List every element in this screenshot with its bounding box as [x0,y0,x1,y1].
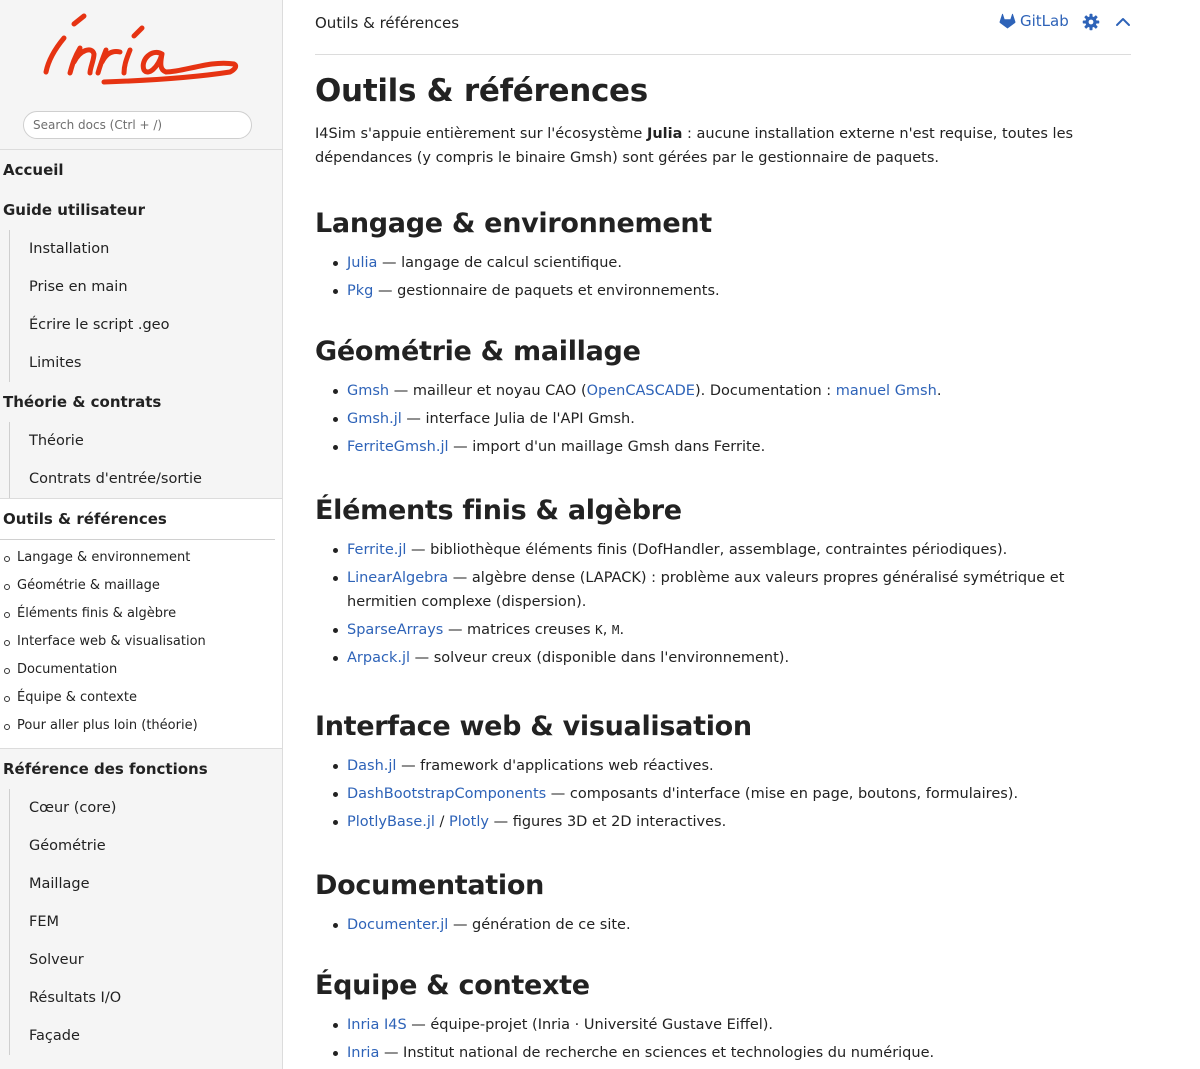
section-interface-web-visualisation [315,709,1133,834]
content-sections [315,206,1133,1065]
gear-icon[interactable] [1082,13,1100,31]
section-documentation [315,868,1133,937]
inline-code: K [595,622,603,637]
link-gmsh-jl[interactable]: Gmsh.jl [347,411,402,427]
sidebar-item-fem[interactable]: FEM [9,903,282,941]
toc-item-documentation[interactable]: Documentation [0,656,283,684]
sidebar [0,0,283,1069]
section-list [315,251,1133,303]
link-dash-jl[interactable]: Dash.jl [347,758,397,774]
section-list [315,379,1133,459]
gitlab-label: GitLab [1020,12,1069,30]
section-list [315,538,1133,670]
sidebar-item-installation[interactable]: Installation [9,230,282,268]
toc-item-equipe[interactable]: Équipe & contexte [0,684,283,712]
sidebar-nav [0,149,282,1055]
list-item-text: — figures 3D et 2D interactives. [488,814,727,830]
section-list [315,1013,1133,1065]
chevron-up-icon[interactable] [1114,13,1132,31]
toc-item-aller-plus-loin[interactable]: Pour aller plus loin (théorie) [0,712,283,740]
list-item [315,435,1133,459]
inria-logo[interactable] [34,10,244,90]
list-item-text: — Institut national de recherche en sciences et technologies du numérique. [379,1045,935,1061]
toc-item-interface-web[interactable]: Interface web & visualisation [0,628,283,656]
list-item-text: — solveur creux (disponible dans l'environnement). [410,650,790,666]
gitlab-link[interactable] [999,12,1069,30]
list-item [315,810,1133,834]
section-langage-environnement [315,206,1133,303]
sidebar-item-script-geo[interactable]: Écrire le script .geo [9,306,282,344]
link-manuel-gmsh[interactable]: manuel Gmsh [835,383,937,399]
sidebar-item-geometrie[interactable]: Géométrie [9,827,282,865]
sidebar-item-prise-en-main[interactable]: Prise en main [9,268,282,306]
sidebar-current-page [0,498,283,749]
list-item [315,913,1133,937]
list-item [315,566,1133,614]
logo-area [0,0,282,110]
sidebar-item-facade[interactable]: Façade [9,1017,282,1055]
toc-item-elements-finis[interactable]: Éléments finis & algèbre [0,600,283,628]
page-title: Outils & références [315,73,648,109]
gitlab-icon [999,13,1016,29]
sidebar-item-limites[interactable]: Limites [9,344,282,382]
list-item [315,782,1133,806]
toc-item-geometrie[interactable]: Géométrie & maillage [0,572,283,600]
list-item-text: — bibliothèque éléments finis (DofHandler, assemblage, contraintes périodiques). [406,542,1008,558]
intro-julia-bold: Julia [646,126,683,142]
section-heading: Langage & environnement [315,208,712,239]
list-item-text: — matrices creuses [443,622,596,638]
link-ferrite-jl[interactable]: Ferrite.jl [347,542,407,558]
sidebar-item-outils-current[interactable]: Outils & références [0,499,275,540]
list-item [315,618,1133,642]
list-item-text: . [619,622,625,638]
list-item-text: — composants d'interface (mise en page, boutons, formulaires). [546,786,1019,802]
sidebar-item-core[interactable]: Cœur (core) [9,789,282,827]
link-inria-i4s[interactable]: Inria I4S [347,1017,407,1033]
list-item-text: — algèbre dense (LAPACK) : problème aux valeurs propres généralisé symétrique et hermitien complexe (dispersion). [347,570,1065,610]
list-item [315,538,1133,562]
list-item [315,1013,1133,1037]
link-julia[interactable]: Julia [347,255,378,271]
list-item-text: — mailleur et noyau CAO ( [389,383,587,399]
sidebar-item-solveur[interactable]: Solveur [9,941,282,979]
link-plotlybase-jl[interactable]: PlotlyBase.jl [347,814,435,830]
sidebar-item-contrats[interactable]: Contrats d'entrée/sortie [9,460,282,498]
list-item-text: — équipe-projet (Inria · Université Gustave Eiffel). [406,1017,774,1033]
list-item-text: — interface Julia de l'API Gmsh. [401,411,635,427]
link-gmsh[interactable]: Gmsh [347,383,390,399]
sidebar-section-reference[interactable]: Référence des fonctions [3,760,208,778]
link-documenter-jl[interactable]: Documenter.jl [347,917,449,933]
section-list [315,754,1133,834]
link-ferritegmsh-jl[interactable]: FerriteGmsh.jl [347,439,449,455]
list-item-text: — langage de calcul scientifique. [377,255,622,271]
toc-item-langage[interactable]: Langage & environnement [0,544,283,572]
sidebar-section-theorie[interactable]: Théorie & contrats [3,393,162,411]
top-bar [315,0,1131,55]
link-opencascade[interactable]: OpenCASCADE [586,383,695,399]
section-heading: Équipe & contexte [315,970,590,1001]
link-plotly[interactable]: Plotly [449,814,489,830]
list-item [315,279,1133,303]
section-heading: Documentation [315,870,545,901]
list-item-text: . [936,383,942,399]
link-arpack-jl[interactable]: Arpack.jl [347,650,411,666]
section-geometrie-maillage [315,334,1133,459]
link-sparsearrays[interactable]: SparseArrays [347,622,444,638]
link-dashbootstrapcomponents[interactable]: DashBootstrapComponents [347,786,547,802]
section-heading: Éléments finis & algèbre [315,495,682,526]
link-linearalgebra[interactable]: LinearAlgebra [347,570,449,586]
list-item [315,754,1133,778]
list-item-text: — framework d'applications web réactives. [396,758,714,774]
intro-text-pre: I4Sim s'appuie entièrement sur l'écosystème [315,126,647,142]
sidebar-section-guide[interactable]: Guide utilisateur [3,201,146,219]
list-item-text: ). Documentation : [694,383,836,399]
list-item-text: , [602,622,612,638]
intro-paragraph [315,122,1133,170]
list-item [315,646,1133,670]
list-item-text: — import d'un maillage Gmsh dans Ferrite. [448,439,766,455]
inline-code: M [611,622,620,637]
list-item [315,251,1133,275]
intro-text-post: : aucune installation externe n'est requise, toutes les dépendances (y compris le binaire Gmsh) sont gérées par le gestionnaire de paquets. [315,126,1074,166]
breadcrumb: Outils & références [315,14,460,32]
section-heading: Géométrie & maillage [315,336,641,367]
list-item [315,407,1133,431]
list-item [315,1041,1133,1065]
list-item-text: / [434,814,450,830]
link-inria[interactable]: Inria [347,1045,380,1061]
sidebar-item-accueil[interactable]: Accueil [3,161,64,179]
link-pkg[interactable]: Pkg [347,283,374,299]
sidebar-item-maillage[interactable]: Maillage [9,865,282,903]
list-item [315,379,1133,403]
section-list [315,913,1133,937]
search-input[interactable] [23,111,252,139]
list-item-text: — génération de ce site. [448,917,631,933]
sidebar-item-theorie[interactable]: Théorie [9,422,282,460]
list-item-text: — gestionnaire de paquets et environnements. [373,283,720,299]
section-heading: Interface web & visualisation [315,711,752,742]
sidebar-item-resultats-io[interactable]: Résultats I/O [9,979,282,1017]
main-content [315,68,1133,1069]
section-equipe-contexte [315,968,1133,1065]
section-elements-finis-algebre [315,493,1133,670]
